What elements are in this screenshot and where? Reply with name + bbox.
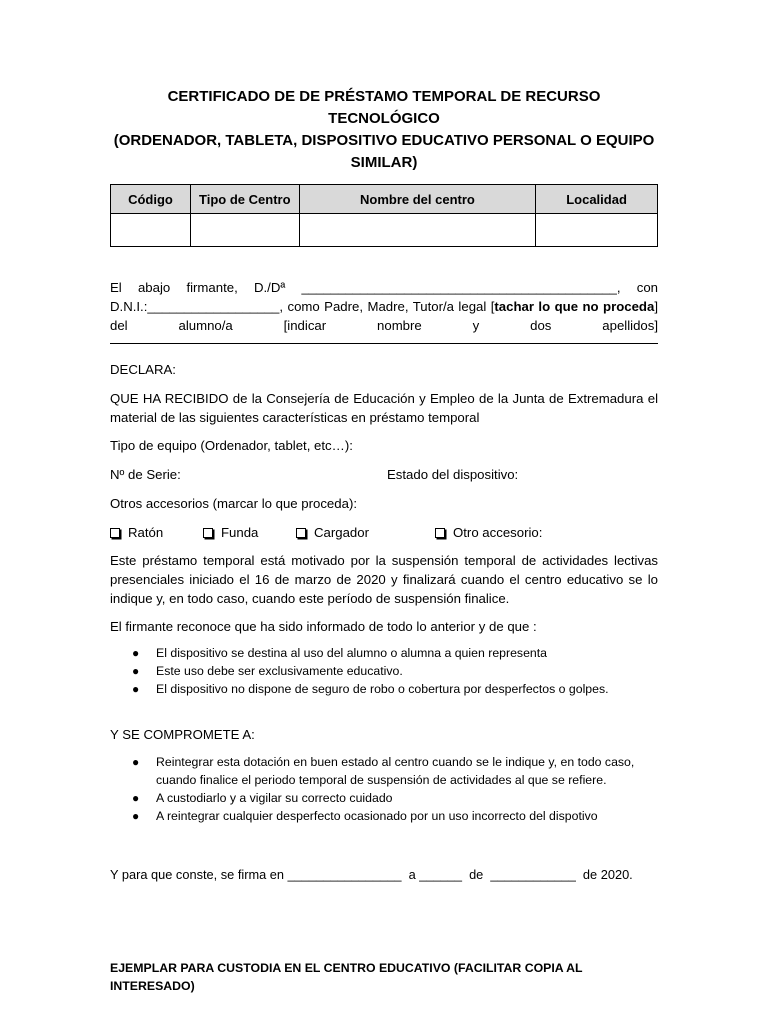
serial-row [110, 465, 658, 484]
bullet-icon: ● [132, 791, 140, 805]
bullet-icon: ● [132, 646, 140, 660]
bullet-icon: ● [132, 682, 140, 696]
list-item-text: Reintegrar esta dotación en buen estado al centro cuando se le indique y, en todo caso, cuando finalice el periodo temporal de suspensión de actividades al que se refiere. [156, 755, 635, 787]
commitment-list [110, 753, 658, 825]
checkbox-funda-label: Funda [221, 525, 259, 540]
header-localidad: Localidad [536, 185, 658, 214]
device-state-label: Estado del dispositivo: [387, 467, 519, 482]
list-item-text: El dispositivo no dispone de seguro de robo o cobertura por desperfectos o golpes. [156, 682, 609, 696]
bullet-icon: ● [132, 755, 140, 769]
cell-localidad[interactable] [536, 214, 658, 247]
cell-tipo-centro[interactable] [190, 214, 299, 247]
declara-label: DECLARA: [110, 362, 176, 377]
checkbox-icon [203, 528, 213, 538]
received-text: QUE HA RECIBIDO de la Consejería de Educación y Empleo de la Junta de Extremadura el material de las siguientes características en préstamo temporal [110, 391, 658, 425]
cell-codigo[interactable] [111, 214, 191, 247]
table-row [111, 214, 658, 247]
header-codigo: Código [111, 185, 191, 214]
signature-line: Y para que conste, se firma en ________________ a ______ de ____________ de 2020. [110, 866, 633, 882]
informed-text: El firmante reconoce que ha sido informado de todo lo anterior y de que : [110, 619, 537, 634]
checkbox-icon [435, 528, 445, 538]
checkbox-cargador-label: Cargador [314, 525, 369, 540]
checkbox-icon [110, 528, 120, 538]
list-item [110, 789, 658, 807]
declarant-line-2-bold: tachar lo que no proceda [494, 299, 655, 314]
footer-note: EJEMPLAR PARA CUSTODIA EN EL CENTRO EDUCATIVO (FACILITAR COPIA AL INTERESADO) [110, 960, 583, 993]
declarant-line-2 [110, 297, 658, 316]
list-item [110, 807, 658, 825]
declarant-line-3: del alumno/a [indicar nombre y dos apellidos] [110, 318, 658, 333]
declarant-line-1: El abajo firmante, D./Dª ___________________________________________, con [110, 280, 658, 295]
informed-list [110, 644, 658, 698]
checkbox-raton-label: Ratón [128, 525, 164, 540]
equipment-type-label: Tipo de equipo (Ordenador, tablet, etc…): [110, 438, 353, 453]
bullet-icon: ● [132, 809, 140, 823]
serial-label: Nº de Serie: [110, 467, 181, 482]
list-item-text: A custodiarlo y a vigilar su correcto cuidado [156, 791, 393, 805]
document-title: CERTIFICADO DE DE PRÉSTAMO TEMPORAL DE RECURSO TECNOLÓGICO (ORDENADOR, TABLETA, DISPOSITIVO EDUCATIVO PERSONAL O EQUIPO SIMILAR) [113, 88, 655, 171]
checkbox-raton[interactable] [110, 523, 203, 542]
checkbox-icon [296, 528, 306, 538]
bullet-icon: ● [132, 664, 140, 678]
list-item-text: Este uso debe ser exclusivamente educativo. [156, 664, 403, 678]
list-item [110, 680, 658, 698]
certificate-document [110, 86, 658, 995]
checkbox-otro-label: Otro accesorio: [453, 525, 543, 540]
center-info-table [110, 184, 658, 247]
checkbox-funda[interactable] [203, 523, 296, 542]
header-nombre-centro: Nombre del centro [299, 185, 535, 214]
header-tipo-centro: Tipo de Centro [190, 185, 299, 214]
list-item [110, 753, 658, 789]
loan-reason: Este préstamo temporal está motivado por la suspensión temporal de actividades lectivas presenciales iniciado el 16 de marzo de 2020 y finalizará cuando el centro educativo se lo indique y, en todo caso, cuando este período de suspensión finalice. [110, 553, 658, 606]
table-header-row [111, 185, 658, 214]
list-item [110, 644, 658, 662]
list-item [110, 662, 658, 680]
list-item-text: A reintegrar cualquier desperfecto ocasionado por un uso incorrecto del dispotivo [156, 809, 598, 823]
declarant-line-2-text: D.N.I.:__________________, como Padre, Madre, Tutor/a legal [ [110, 299, 495, 314]
accessories-label: Otros accesorios (marcar lo que proceda): [110, 496, 357, 511]
checkbox-cargador[interactable] [296, 523, 435, 542]
accessories-checklist [110, 523, 658, 542]
commitment-label: Y SE COMPROMETE A: [110, 727, 255, 742]
declarant-line-2-end: ] [654, 299, 658, 314]
list-item-text: El dispositivo se destina al uso del alumno o alumna a quien representa [156, 646, 548, 660]
checkbox-otro[interactable] [435, 523, 542, 542]
cell-nombre-centro[interactable] [299, 214, 535, 247]
